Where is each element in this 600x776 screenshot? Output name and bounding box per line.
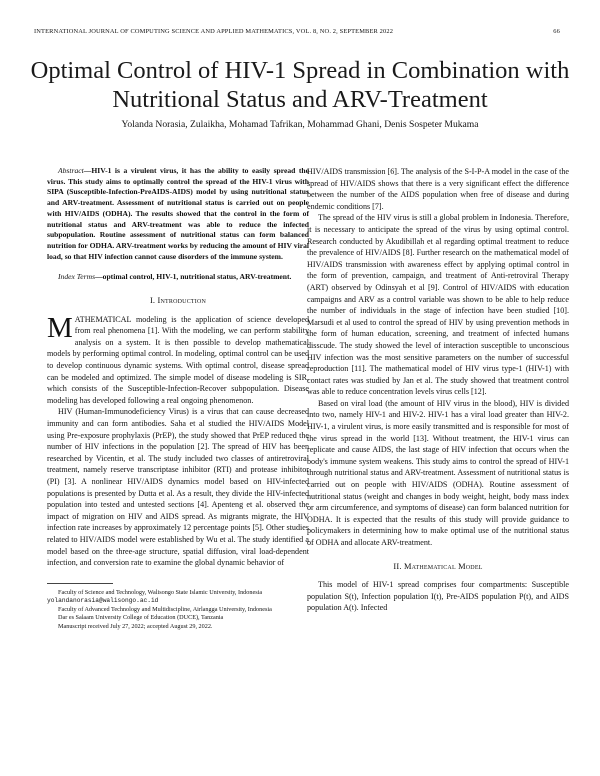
footnote-affiliation-2: Faculty of Advanced Technology and Multidiscipline, Airlangga University, Indonesia bbox=[58, 605, 272, 613]
running-header bbox=[34, 28, 560, 35]
model-paragraph-1: This model of HIV-1 spread comprises four compartments: Susceptible population S(t), Infection population I(t), Pre-AIDS population P(t), and AIDS population A(t). Infected bbox=[307, 580, 569, 613]
intro-lead-word: ATHEMATICAL bbox=[74, 314, 132, 324]
section-heading-introduction: I. Introduction bbox=[149, 296, 207, 306]
journal-name: INTERNATIONAL JOURNAL OF COMPUTING SCIENCE AND APPLIED MATHEMATICS, VOL. 8, NO. 2, SEPTEMBER 2022 bbox=[34, 28, 394, 35]
footnote-affiliation-1: Faculty of Science and Technology, Walisongo State Islamic University, Indonesia bbox=[58, 588, 263, 596]
drop-cap: M bbox=[47, 311, 73, 344]
abstract bbox=[47, 166, 309, 262]
section-heading-mathematical-model: II. Mathematical Model bbox=[393, 561, 483, 571]
footnote-affiliation-3: Dar es Salaam University College of Education (DUCE), Tanzania bbox=[58, 614, 224, 622]
page-number: 66 bbox=[553, 28, 560, 35]
index-terms bbox=[47, 272, 309, 283]
right-paragraph-1: HIV/AIDS transmission [6]. The analysis of the S-I-P-A model in the case of the spread of HIV/AIDS shows that there is a very significant effect the difference between the number of the AIDS population when free of disease and during endemic conditions [7]. bbox=[307, 167, 569, 211]
footnote-manuscript-dates: Manuscript received July 27, 2022; accepted August 29, 2022. bbox=[58, 623, 213, 631]
intro-paragraph-1 bbox=[47, 311, 309, 407]
right-column bbox=[307, 166, 569, 614]
paper-title: Optimal Control of HIV-1 Spread in Combination with Nutritional Status and ARV-Treatment bbox=[30, 57, 570, 113]
index-terms-text: —optimal control, HIV-1, nutritional status, ARV-treatment. bbox=[95, 272, 292, 282]
abstract-label: Abstract bbox=[58, 166, 84, 175]
author-email[interactable]: yolandanorasia@walisongo.ac.id bbox=[47, 597, 159, 605]
left-column bbox=[47, 166, 309, 632]
right-paragraph-2: The spread of the HIV virus is still a global problem in Indonesia. Therefore, it is necessary to anticipate the spread of the virus by using optimal control. Research conducted by Akudibillah et al regarding optimal treatment to reduce the prevalence of HIV/AIDS [8]. Further research on the mathematical model of HIV/AIDS transmission with awareness effect by applying optimal control in the form of prevention, campaign, and treatment of Anti-retroviral Therapy (ART) observed by Odinsyah et al [9]. Control of HIV/AIDS with education campaigns and ARV as a control variable was shown to be able to help reduce the number of individuals in the stage of infection have been studied [10]. Marsudi et al used to control the spread of HIV by using prevention methods in the form of human education, screening, and treatment of infected humans disscude. The study showed the level of interaction susceptible to unconscious HIV infection was the most sensitive parameters on the number of successful reproduction [11]. The mathematical model of HIV virus type-1 (HIV-1) with contact rates was studied by Jan et al. The study showed that treatment control was able to reduce concentration levels virus cells [12]. bbox=[307, 213, 569, 397]
author-list: Yolanda Norasia, Zulaikha, Mohamad Tafrikan, Mohammad Ghani, Denis Sospeter Mukama bbox=[121, 119, 479, 130]
abstract-text: —HIV-1 is a virulent virus, it has the ability to easily spread the virus. This study aims to optimally control the spread of the HIV-1 virus with SIPA (Susceptible-Infection-PreAIDS-AIDS) model by using nutritional status and ARV-treatment. Assessment of nutritional status is carried out on people with HIV/AIDS (ODHA). The results showed that the control in the form of nutritional status and ARV-treatment was able to reduce the infected subpopulation. Routine assessment of nutritional status can form balanced nutrition for ODHA. ARV-treatment works by reducing the amount of HIV viral load, so that HIV infection cannot cause disorders of the immune system. bbox=[47, 166, 309, 261]
intro-text-1: modeling is the application of science developed from real phenomena [1]. With the modeling, we can perform stability analysis on a system. It is then possible to develop mathematical models by performing optimal control. In modeling, optimal control can be used to develop continuous dynamic systems. With optimal control, disease spread can be modeled and optimized. The simple model of disease modeling is SIR, which consists of the Susceptible-Infection-Recover subpopulation. Disease modeling has developed following a real ongoing phenomenon. bbox=[47, 314, 309, 405]
intro-paragraph-2: HIV (Human-Immunodeficiency Virus) is a virus that can cause decreased immunity and can form antibodies. Saha et al studied the HIV/AIDS Model using Pre-exposure prophylaxis (PrEP), the study showed that PrEP reduced the number of HIV infections in the population [2]. The spread of HIV has been researched by Vicentin, et al. The study included two classes of antiretroviral treatment, namely reserve transcriptase inhibitor (RTI) and protease inhibitor (PI) [3]. A nonlinear HIV/AIDS dynamics model based on HIV-infected populations is presented by Dutta et al. As a result, they divide the HIV-infected population into tested and untested sections [4]. Apenteng et al. observed the impact of migration on HIV and AIDS spread. As migrants migrate, the HIV infection rate increases by approximately 12 percentage points [5]. Other studies related to HIV/AIDS model were established by Wu et al. The study identified a model based on the three-age structure, spatial diffusion, viral load-dependent infection, and conversion rate to examine the global dynamic behavior of bbox=[47, 407, 309, 568]
right-paragraph-3: Based on viral load (the amount of HIV virus in the blood), HIV is divided into two, namely HIV-1 and HIV-2. HIV-1 has a viral load greater than HIV-2. HIV-1, a virulent virus, is more easily transmitted and is responsible for most of the virus spread in the world [13]. Without treatment, the HIV-1 virus can replicate and cause AIDS, the last stage of HIV infection that occurs when the body's immune system weakens. This study aims to control the spread of HIV-1 through nutritional status and ARV-treatment. Assessment of nutritional status is carried out on people with HIV/AIDS (ODHA). Routine assessment of nutritional status (weight and changes in body weight, height, body mass index or arm circumference, and symptoms of disease) can form balanced nutrition for ODHA. It is expected that the results of this study will provide guidance to policymakers in determining how to make optimal use of the nutritional status of ODHA and allocate ARV-treatment. bbox=[307, 398, 569, 547]
footnote-rule bbox=[47, 583, 113, 584]
index-terms-label: Index Terms bbox=[58, 272, 96, 282]
footnotes bbox=[47, 589, 309, 632]
